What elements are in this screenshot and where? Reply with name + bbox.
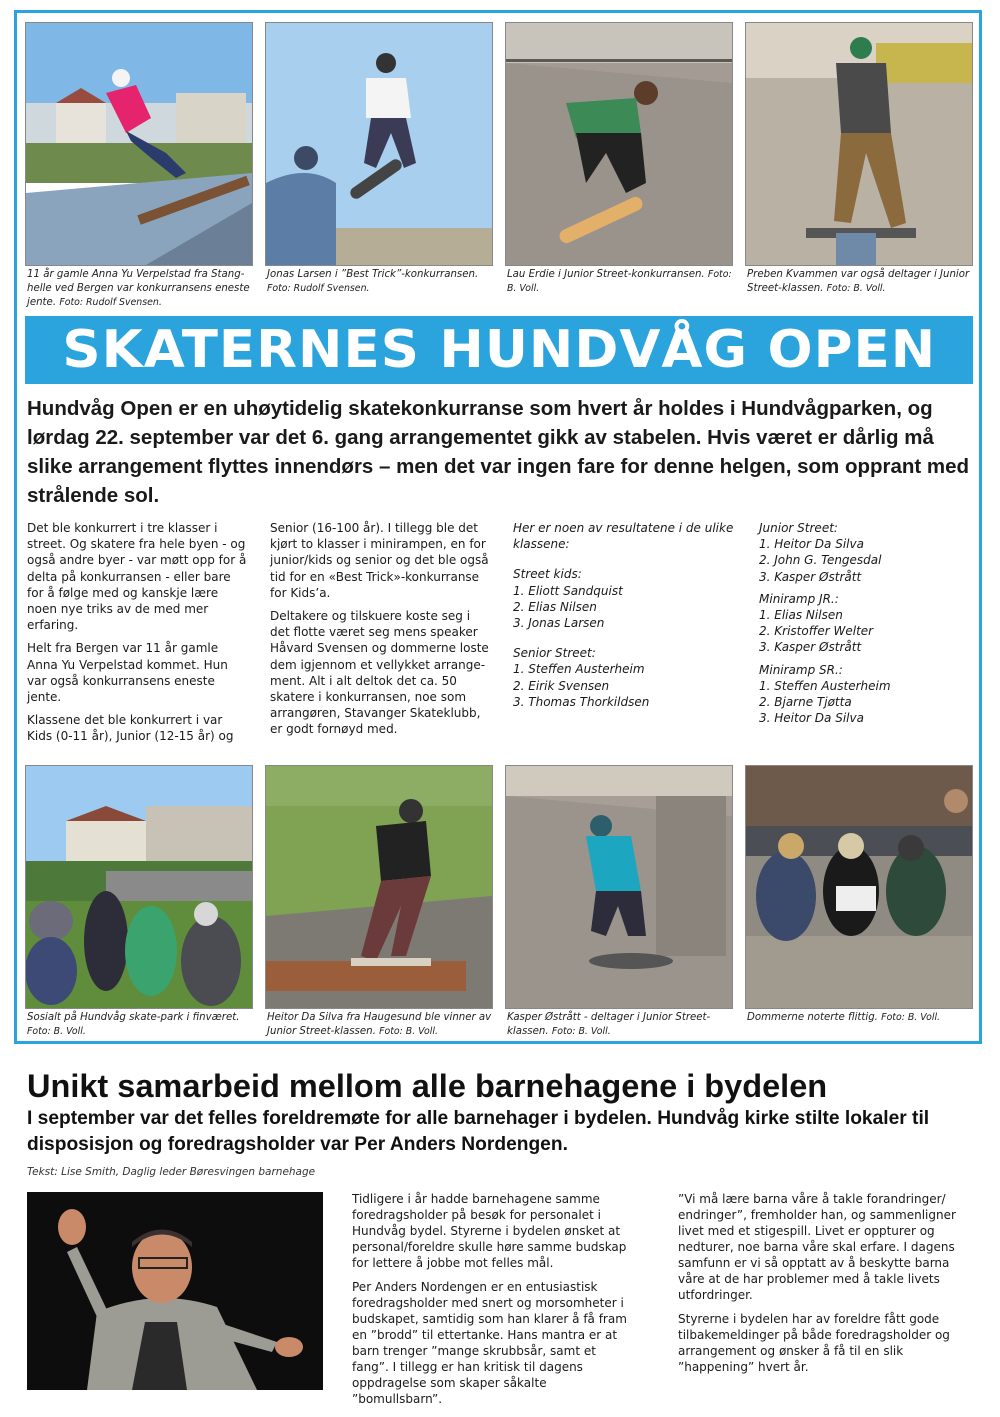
photo-credit: Foto: B. Voll. [379,1026,438,1037]
caption-text: Lau Erdie i Junior Street-konkurransen. [507,269,705,280]
photo-credit: Foto: B. Voll. [551,1026,611,1037]
result-class: Senior Street: [513,646,596,661]
result-place: 2. Kristoffer Welter [759,624,874,639]
result-group-senior-street [513,645,735,710]
result-place: 2. Elias Nilsen [513,599,597,614]
results-column-2 [759,520,981,732]
result-place: 1. Elias Nilsen [759,608,843,623]
result-class: Miniramp JR.: [759,591,839,606]
caption-photo-1 [27,268,259,310]
caption-text: Dommerne noterte flittig. [747,1012,878,1023]
photo-credit: Foto: B. Voll. [881,1012,941,1023]
article-2-headline: Unikt samarbeid mellom alle barnehagene i bydelen [27,1068,828,1104]
article-2-byline: Tekst: Lise Smith, Daglig leder Børesvingen barnehage [27,1166,316,1178]
result-place: 1. Eliott Sandquist [513,583,623,598]
caption-photo-4 [747,268,979,296]
page-title: SKATERNES HUNDVÅG OPEN [62,320,936,380]
photo-jonas-trick [265,22,493,266]
photo-lau-erdie [505,22,733,266]
results-intro: Her er noen av resultatene i de ulike klassene: [513,521,734,552]
photo-credit: Foto: B. Voll. [826,283,886,294]
photo-judges [745,765,973,1009]
result-class: Junior Street: [759,521,838,535]
result-group-junior-street [759,520,981,585]
result-place: 2. Bjarne Tjøtta [759,695,852,710]
body-paragraph: Per Anders Nordengen er en entusiastisk foredragsholder med snert og morsomheter i budskapet, samtidig som han klarer å få fram en ”brodd” til ettertanke. Hans mantra er at barn trenger ”mange skrubbsår, samt et fang”. I tillegg er han kritisk til dagens oppdragelse som skaper såkalte ”bomullsbarn”. [352,1280,627,1406]
body-paragraph: Det ble konkurrert i tre klasser i street. Og skatere fra hele byen - og også andre byer - var møtt opp for å delta på konkurransen - eller bare for å følge med og kanskje lære noen nye triks av de med mer erfaring. [27,521,247,633]
photo-preben-kvammen [745,22,973,266]
result-place: 1. Heitor Da Silva [759,537,864,552]
body-column-1 [27,520,249,752]
article-2-column-1 [352,1191,632,1415]
caption-text: 11 år gamle Anna Yu Verpelstad fra Stang-helle ved Bergen var konkurransens eneste jente. [27,269,250,308]
body-paragraph: Deltakere og tilskuere koste seg i det flotte været seg mens speaker Håvard Svensen og dommerne loste dem igjennom et vellykket arrange-ment. Alt i alt deltok det ca. 50 skatere i konkurransen, noe som arrangøren, Stavanger Skateklubb, er godt fornøyd med. [270,609,489,737]
body-paragraph: Helt fra Bergen var 11 år gamle Anna Yu Verpelstad kommet. Hun var også konkurransens eneste jente. [27,641,228,705]
photo-credit: Foto: Rudolf Svensen. [59,297,162,308]
body-paragraph: Senior (16-100 år). I tillegg ble det kjørt to klasser i minirampen, en for junior/kids og senior og det ble også tid for en «Best Trick»-konkurranse for Kids’a. [270,521,489,600]
lead-paragraph: Hundvåg Open er en uhøytidelig skatekonkurranse som hvert år holdes i Hundvågparken, og lørdag 22. september var det 6. gang arrangementet gikk av stabelen. Hvis været er dårlig må slike arrangement flyttes innendørs – men det var ingen fare for denne helgen, som opprant med strålende sol. [27,397,970,507]
caption-photo-5 [27,1011,259,1039]
result-place: 1. Steffen Austerheim [759,678,891,693]
caption-photo-8 [747,1011,979,1025]
photo-speaker-per-anders [27,1192,323,1390]
result-class: Miniramp SR.: [759,662,843,677]
results-column-1 [513,520,735,716]
result-place: 3. Jonas Larsen [513,616,605,631]
result-group-street-kids [513,566,735,631]
article-2-lead: I september var det felles foreldremøte for alle barnehager i bydelen. Hundvåg kirke stilte lokaler til disposisjon og foredragsholder var Per Anders Nordengen. [27,1108,930,1155]
photo-credit: Foto: B. Voll. [507,269,732,294]
body-paragraph: Tidligere i år hadde barnehagene samme foredragsholder på besøk for personalet i Hundvåg bydel. Styrerne i bydelen ønsket at personal/foreldre skulle høre samme budskap for lettere å jobbe mot felles mål. [352,1192,627,1270]
caption-photo-6 [267,1011,499,1039]
result-group-miniramp-jr [759,591,981,656]
caption-photo-2 [267,268,499,296]
caption-text: Preben Kvammen var også deltager i Junior Street-klassen. [747,269,970,294]
body-paragraph: Styrerne i bydelen har av foreldre fått gode tilbakemeldinger på både foredragsholder og arrangement og ønsker å få til en slik ”happening” hvert år. [678,1312,950,1374]
caption-text: Kasper Østrått - deltager i Junior Street-klassen. [507,1012,711,1037]
result-place: 2. John G. Tengesdal [759,553,882,568]
result-place: 3. Thomas Thorkildsen [513,694,650,709]
body-paragraph: ”Vi må lære barna våre å takle forandringer/ endringer”, fremholder han, og sammenligner livet med et stigespill. Livet er oppturer og nedturer, noe barna våre skal erfare. I dagens samfunn er vi så opptatt av å beskytte barna våre at de har problemer med å takle livets utfordringer. [678,1192,956,1302]
photo-anna-skating [25,22,253,266]
result-group-miniramp-sr [759,662,981,727]
photo-kasper-ostratt [505,765,733,1009]
body-paragraph: Klassene det ble konkurrert i var Kids (0-11 år), Junior (12-15 år) og [27,713,234,744]
caption-text: Sosialt på Hundvåg skate-park i finværet. [27,1012,240,1023]
result-place: 3. Kasper Østrått [759,640,862,655]
caption-text: Heitor Da Silva fra Haugesund ble vinner av Junior Street-klassen. [267,1012,492,1037]
result-place: 3. Kasper Østrått [759,569,862,584]
caption-photo-3 [507,268,739,296]
article-2-column-2 [678,1191,958,1383]
caption-text: Jonas Larsen i ”Best Trick”-konkurransen. [267,269,479,280]
body-column-2 [270,520,492,745]
result-class: Street kids: [513,567,582,582]
caption-photo-7 [507,1011,739,1039]
result-place: 1. Steffen Austerheim [513,662,645,677]
photo-social-skatepark [25,765,253,1009]
result-place: 2. Eirik Svensen [513,678,610,693]
photo-credit: Foto: B. Voll. [27,1026,86,1037]
result-place: 3. Heitor Da Silva [759,711,864,726]
headline-banner [25,316,973,384]
photo-heitor-da-silva [265,765,493,1009]
photo-credit: Foto: Rudolf Svensen. [267,283,370,294]
